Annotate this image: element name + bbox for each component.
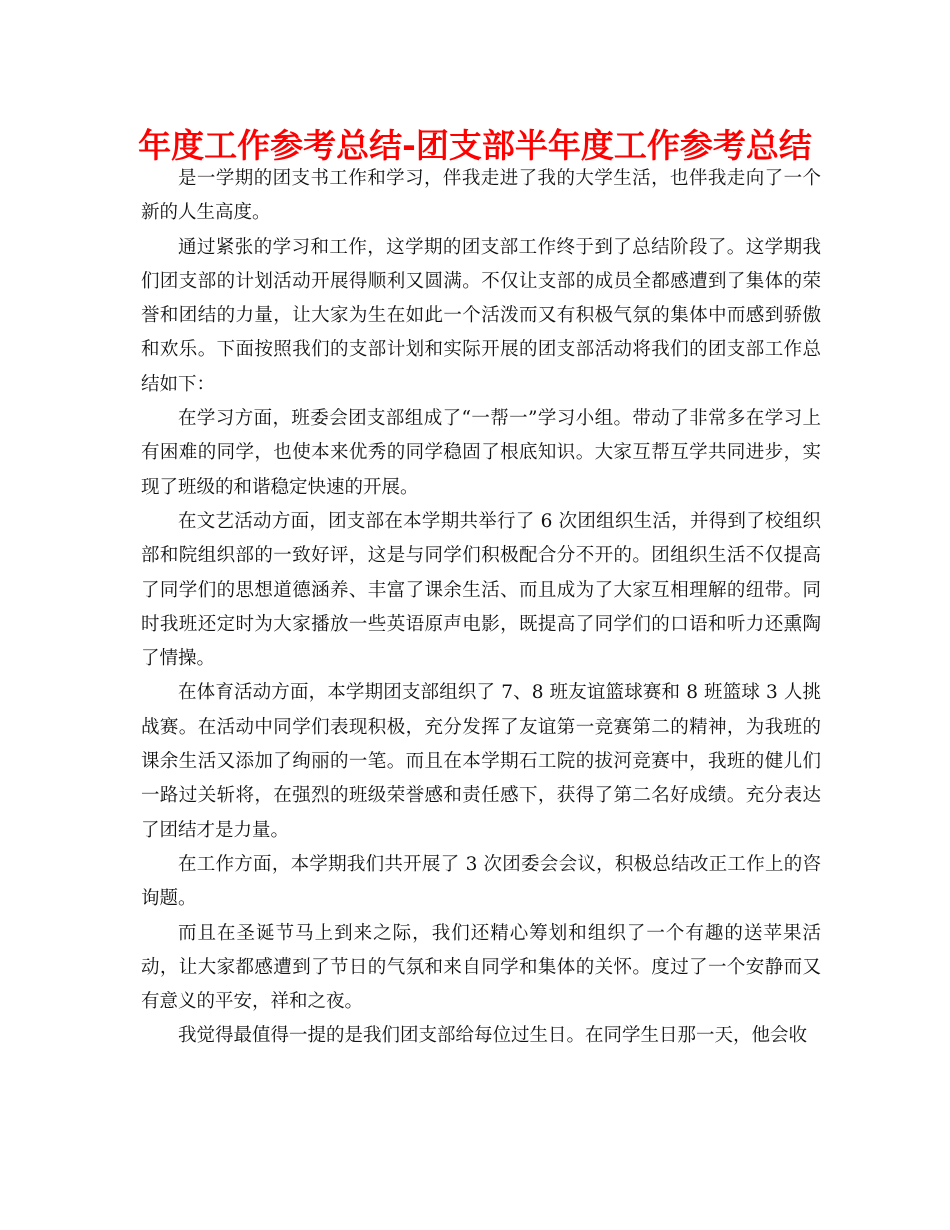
paragraph-1: 是一学期的团支书工作和学习，伴我走进了我的大学生活，也伴我走向了一个新的人生高度。 xyxy=(141,168,821,224)
paragraph-2: 通过紧张的学习和工作，这学期的团支部工作终于到了总结阶段了。这学期我们团支部的计划活动开展得顺利又圆满。不仅让支部的成员全都感遭到了集体的荣誉和团结的力量，让大家为生在如此一个活泼而又有积极气氛的集体中而感到骄傲和欢乐。下面按照我们的支部计划和实际开展的团支部活动将我们的团支部工作总结如下： xyxy=(141,236,821,395)
paragraph-4: 在文艺活动方面，团支部在本学期共举行了 6 次团组织生活，并得到了校组织部和院组织部的一致好评，这是与同学们积极配合分不开的。团组织生活不仅提高了同学们的思想道德涵养、丰富了课余生活、而且成为了大家互相理解的纽带。同时我班还定时为大家播放一些英语原声电影，既提高了同学们的口语和听力还熏陶了情操。 xyxy=(141,510,821,670)
paragraph-5: 在体育活动方面，本学期团支部组织了 7、8 班友谊篮球赛和 8 班篮球 3 人挑战赛。在活动中同学们表现积极，充分发挥了友谊第一竞赛第二的精神，为我班的课余生活又添加了绚丽的一笔。而且在本学期石工院的拔河竞赛中，我班的健儿们一路过关斩将，在强烈的班级荣誉感和责任感下，获得了第二名好成绩。充分表达了团结才是力量。 xyxy=(141,682,821,841)
document-title: 年度工作参考总结-团支部半年度工作参考总结 xyxy=(138,126,812,165)
paragraph-8: 我觉得最值得一提的是我们团支部给每位过生日。在同学生日那一天，他会收 xyxy=(178,1025,808,1047)
document-body xyxy=(141,162,821,1054)
paragraph-6: 在工作方面，本学期我们共开展了 3 次团委会会议，积极总结改正工作上的咨询题。 xyxy=(141,853,821,910)
paragraph-7: 而且在圣诞节马上到来之际，我们还精心筹划和组织了一个有趣的送苹果活动，让大家都感遭到了节日的气氛和来自同学和集体的关怀。度过了一个安静而又有意义的平安，祥和之夜。 xyxy=(141,922,821,1013)
paragraph-3: 在学习方面，班委会团支部组成了“一帮一”学习小组。带动了非常多在学习上有困难的同学，也使本来优秀的同学稳固了根底知识。大家互帮互学共同进步，实现了班级的和谐稳定快速的开展。 xyxy=(141,408,821,498)
